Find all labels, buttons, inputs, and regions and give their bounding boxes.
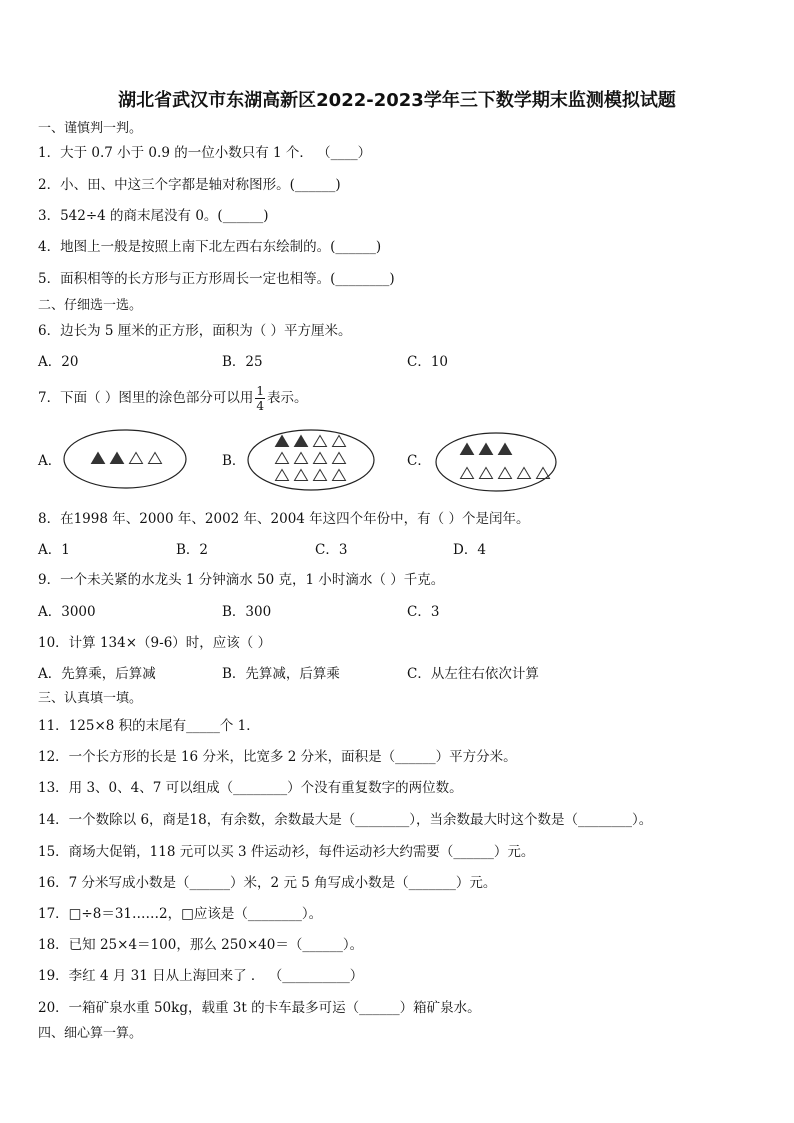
q7-option-b: B．: [222, 453, 246, 469]
filled-triangle: [499, 444, 512, 455]
q10-option-a: A．先算乘，后算减: [38, 666, 156, 682]
question-14: 14．一个数除以 6，商是18，有余数，余数最大是（________），当余数最大时这个数是（________）。: [38, 812, 653, 828]
filled-triangle: [111, 453, 124, 464]
q9-option-b: B．300: [222, 604, 272, 620]
question-10: 10．计算 134×（9-6）时，应该（ ）: [38, 635, 272, 651]
question-9: 9．一个未关紧的水龙头 1 分钟滴水 50 克，1 小时滴水（ ）千克。: [38, 572, 445, 588]
q6-option-b: B．25: [222, 354, 263, 370]
question-7: [38, 380, 308, 416]
question-7-text-end: 表示。: [267, 390, 308, 406]
question-11: 11．125×8 积的末尾有_____个 1．: [38, 718, 260, 734]
q7-option-c: C．: [407, 453, 431, 469]
empty-triangle: [314, 470, 327, 481]
q7-option-a: A．: [38, 453, 62, 469]
filled-triangle: [480, 444, 493, 455]
q8-option-d: D．4: [453, 542, 486, 558]
section-heading-1: 一、谨慎判一判。: [38, 121, 143, 136]
question-12: 12．一个长方形的长是 16 分米，比宽多 2 分米，面积是（______）平方分米。: [38, 749, 517, 765]
question-13: 13．用 3、0、4、7 可以组成（________）个没有重复数字的两位数。: [38, 780, 463, 796]
figure-a-triangles: [92, 453, 162, 464]
filled-triangle: [92, 453, 105, 464]
question-8: 8．在1998 年、2000 年、2002 年、2004 年这四个年份中，有（ ）个是闰年。: [38, 511, 530, 527]
empty-triangle: [295, 453, 308, 464]
empty-triangle: [276, 453, 289, 464]
figure-b-triangles: [276, 436, 346, 481]
q10-option-c: C．从左往右依次计算: [407, 666, 539, 682]
section-heading-4: 四、细心算一算。: [38, 1026, 143, 1041]
q9-option-c: C．3: [407, 604, 440, 620]
question-17: 17．□÷8＝31……2，□应该是（________）。: [38, 906, 323, 922]
section-heading-2: 二、仔细选一选。: [38, 298, 143, 313]
fraction-one-quarter: [255, 384, 265, 413]
filled-triangle: [295, 436, 308, 447]
question-5: 5．面积相等的长方形与正方形周长一定也相等。(________): [38, 271, 395, 287]
empty-triangle: [333, 436, 346, 447]
empty-triangle: [314, 436, 327, 447]
question-19: 19．李红 4 月 31 日从上海回来了 ． （__________）: [38, 968, 364, 984]
q8-option-b: B．2: [176, 542, 209, 558]
question-18: 18．已知 25×4＝100，那么 250×40＝（______）。: [38, 937, 364, 953]
question-16: 16．7 分米写成小数是（______）米，2 元 5 角写成小数是（_______）元。: [38, 875, 497, 891]
empty-triangle: [276, 470, 289, 481]
empty-triangle: [461, 468, 474, 479]
question-3: 3．542÷4 的商末尾没有 0。(______): [38, 208, 269, 224]
figure-b-ellipse: [246, 428, 376, 492]
filled-triangle: [276, 436, 289, 447]
question-20: 20．一箱矿泉水重 50kg，载重 3t 的卡车最多可运（______）箱矿泉水。: [38, 1000, 481, 1016]
empty-triangle: [518, 468, 531, 479]
figure-c-triangles: [461, 444, 550, 479]
empty-triangle: [333, 470, 346, 481]
question-4: 4．地图上一般是按照上南下北左西右东绘制的。(______): [38, 239, 382, 255]
empty-triangle: [149, 453, 162, 464]
fraction-numerator: 1: [256, 384, 265, 398]
q8-option-c: C．3: [315, 542, 348, 558]
q6-option-c: C．10: [407, 354, 449, 370]
filled-triangle: [461, 444, 474, 455]
question-1: 1．大于 0.7 小于 0.9 的一位小数只有 1 个． （____）: [38, 145, 372, 161]
q10-option-b: B．先算减，后算乘: [222, 666, 340, 682]
question-15: 15．商场大促销，118 元可以买 3 件运动衫，每件运动衫大约需要（______）元。: [38, 844, 535, 860]
figure-a-ellipse: [62, 428, 188, 490]
q6-option-a: A．20: [38, 354, 79, 370]
page-title: 湖北省武汉市东湖高新区2022-2023学年三下数学期末监测模拟试题: [118, 90, 676, 111]
question-2: 2．小、田、中这三个字都是轴对称图形。(______): [38, 177, 341, 193]
fraction-denominator: 4: [256, 399, 265, 413]
empty-triangle: [333, 453, 346, 464]
q8-option-a: A．1: [38, 542, 70, 558]
q9-option-a: A．3000: [38, 604, 96, 620]
question-6: 6．边长为 5 厘米的正方形，面积为（ ）平方厘米。: [38, 323, 352, 339]
empty-triangle: [480, 468, 493, 479]
section-heading-3: 三、认真填一填。: [38, 691, 143, 706]
figure-c-ellipse: [434, 431, 558, 493]
empty-triangle: [499, 468, 512, 479]
empty-triangle: [295, 470, 308, 481]
question-7-text: 7．下面（ ）图里的涂色部分可以用: [38, 390, 254, 406]
empty-triangle: [314, 453, 327, 464]
empty-triangle: [130, 453, 143, 464]
